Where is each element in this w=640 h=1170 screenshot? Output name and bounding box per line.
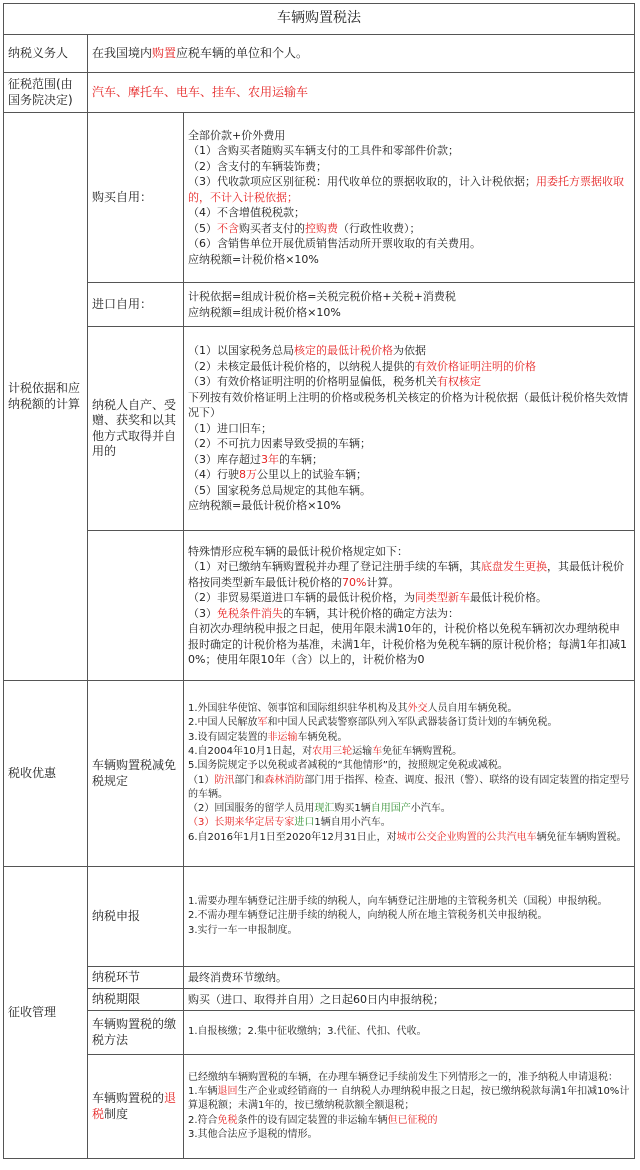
content-line: [188, 343, 630, 359]
collection-row-content: [184, 867, 635, 967]
content-line: [188, 467, 630, 483]
collection-row-content: [184, 967, 635, 989]
content-line: [188, 452, 630, 468]
content-line: [188, 702, 630, 716]
collection-row-content: [184, 989, 635, 1011]
text-segment: 在我国境内: [92, 45, 153, 60]
text-segment: （1）含购买者随购买车辆支付的工具件和零部件价款；: [188, 144, 459, 158]
text-segment: 1.车辆: [188, 1086, 218, 1098]
text-segment: （5）国家税务总局规定的其他车辆。: [188, 483, 371, 497]
highlight-text: 车: [372, 745, 383, 757]
text-segment: 计算。: [366, 575, 400, 589]
text-segment: （2）不可抗力因素导致受损的车辆；: [188, 437, 371, 451]
text-segment: 自初次办理纳税申报之日起，使用年限未满10年的，计税价格以免税车辆初次办理纳税申报时确定的计税价格为基准，未满1年，计税价格为免税车辆的原计税价格；每满1年扣减10%；使用年限10年（含）以上的，计税价格为0: [188, 622, 627, 666]
self-use-label: 纳税人自产、受赠、获奖和以其他方式取得并自用的: [88, 327, 184, 531]
content-line: [188, 909, 630, 923]
content-line: [188, 236, 630, 252]
content-line: [188, 559, 630, 590]
tax-table: [3, 3, 635, 1159]
import-label: 进口自用：: [88, 283, 184, 327]
text-segment: 条件的设有固定装置的非运输车辆: [237, 1114, 388, 1126]
highlight-text: 购置: [152, 45, 177, 60]
highlight-text: 退税: [92, 1091, 177, 1121]
content-line: [188, 252, 630, 268]
text-segment: 特殊情形应税车辆的最低计税价格规定如下：: [188, 544, 408, 558]
content-line: [188, 205, 630, 221]
text-segment: 小汽车。: [410, 803, 451, 815]
collection-row-label: 纳税期限: [88, 989, 184, 1011]
content-line: [188, 621, 630, 668]
text-segment: （4）不含增值税税款；: [188, 206, 305, 220]
content-line: [188, 159, 630, 175]
content-line: [188, 802, 630, 816]
preferential-content: [184, 681, 635, 867]
text-segment: （3）: [188, 606, 217, 620]
text-segment: （2）含支付的车辆装饰费；: [188, 159, 327, 173]
taxpayer-text: [88, 35, 635, 73]
highlight-text: 有效价格证明注明的价格: [415, 359, 536, 373]
text-segment: 5.国务院规定予以免税或者减税的“其他情形”的，按照规定免税或减税。: [188, 760, 508, 772]
highlight-text: 70%: [342, 575, 367, 589]
content-line: [188, 606, 630, 622]
content-line: [188, 544, 630, 560]
content-line: [188, 590, 630, 606]
content-line: [188, 305, 630, 321]
text-segment: 和中国人民武装警察部队列入军队武器装备订货计划的车辆免税。: [267, 717, 558, 729]
text-segment: 公里以上的试验车辆；: [257, 468, 367, 482]
highlight-text: 防汛: [214, 774, 235, 786]
text-segment: 4.自2004年10月1日起，对: [188, 745, 313, 757]
text-segment: （5）: [188, 221, 217, 235]
text-segment: 应纳税额=组成计税价格×10%: [188, 305, 341, 319]
text-segment: 部门和: [234, 774, 265, 786]
refund-content: [184, 1055, 635, 1159]
special-content: [184, 531, 635, 681]
text-segment: 车辆购置税的: [92, 1091, 165, 1105]
content-line: [188, 1128, 630, 1142]
collection-row-label: 纳税申报: [88, 867, 184, 967]
highlight-text: 但已征税的: [387, 1114, 438, 1126]
text-segment: （6）含销售单位开展优质销售活动所开票收取的有关费用。: [188, 237, 481, 251]
highlight-text: 农用三轮: [312, 745, 353, 757]
content-line: [188, 221, 630, 237]
text-segment: 2.中国人民解放: [188, 717, 258, 729]
content-line: [188, 1025, 630, 1039]
text-segment: （1）以国家税务总局: [188, 344, 294, 358]
text-segment: 制度: [104, 1106, 129, 1121]
taxpayer-label: 纳税义务人: [4, 35, 88, 73]
highlight-text: 控购费: [305, 221, 338, 235]
content-line: [188, 421, 630, 437]
content-line: [188, 970, 630, 986]
text-segment: 为依据: [393, 344, 426, 358]
text-segment: 运输: [352, 745, 373, 757]
content-line: [188, 759, 630, 773]
content-line: [188, 745, 630, 759]
text-segment: （1）: [188, 774, 215, 786]
text-segment: （4）行驶: [188, 468, 239, 482]
scope-text: 汽车、摩托车、电车、挂车、农用运输车: [88, 73, 635, 113]
text-segment: （1）对已缴纳车辆购置税并办理了登记注册手续的车辆，其: [188, 560, 481, 573]
text-segment: （2）非贸易渠道进口车辆的最低计税价格，为: [188, 591, 415, 604]
highlight-text: 核定的最低计税价格: [294, 344, 393, 358]
highlight-text: 军: [257, 717, 268, 729]
content-line: [188, 816, 630, 830]
text-segment: 6.自2016年1月1日至2020年12月31日止，对: [188, 831, 397, 843]
text-segment: 应纳税额=计税价格×10%: [188, 252, 319, 266]
text-segment: 辆免征车辆购置税。: [536, 831, 627, 843]
text-segment: 3.实行一车一申报制度。: [188, 924, 298, 936]
preferential-sublabel: 车辆购置税减免税规定: [88, 681, 184, 867]
text-segment: 已经缴纳车辆购置税的车辆，在办理车辆登记手续前发生下列情形之一的，准予纳税人申请退税：: [188, 1071, 618, 1083]
text-segment: 2.不需办理车辆登记注册手续的纳税人，向纳税人所在地主管税务机关申报纳税。: [188, 910, 548, 922]
highlight-text: 退回: [217, 1086, 238, 1098]
text-segment: ，其最低计税价格按同类型新车最低计税价格的: [188, 560, 624, 589]
purchase-label: 购买自用：: [88, 113, 184, 283]
text-segment: 全部价款+价外费用: [188, 128, 286, 142]
highlight-text: 有权核定: [437, 375, 481, 389]
text-segment: （3）库存超过: [188, 452, 261, 466]
text-segment: 1.需要办理车辆登记注册手续的纳税人，向车辆登记注册地的主管税务机关（国税）申报纳税。: [188, 896, 608, 908]
text-segment: 最低计税价格。: [470, 591, 547, 604]
content-line: [188, 1085, 630, 1114]
highlight-text: 进口: [294, 817, 315, 829]
text-segment: 的车辆，其计税价格的确定方法为：: [283, 606, 459, 620]
text-segment: 2.符合: [188, 1114, 218, 1126]
text-segment: 应纳税额=最低计税价格×10%: [188, 499, 341, 513]
content-line: [188, 731, 630, 745]
collection-label: 征收管理: [4, 867, 88, 1159]
basis-label: 计税依据和应纳税额的计算: [4, 113, 88, 681]
highlight-text: 不含: [217, 221, 239, 235]
special-blank: [88, 531, 184, 681]
content-line: [188, 831, 630, 845]
text-segment: （1）进口旧车；: [188, 421, 272, 435]
text-segment: 购买（进口、取得并自用）之日起60日内申报纳税；: [188, 992, 444, 1006]
highlight-text: 8万: [239, 468, 257, 482]
text-segment: 应税车辆的单位和个人。: [176, 45, 309, 60]
text-segment: 1.外国驻华使馆、领事馆和国际组织驻华机构及其: [188, 703, 408, 715]
highlight-text: 底盘发生更换: [481, 560, 547, 573]
purchase-content: [184, 113, 635, 283]
collection-row-label: 车辆购置税的缴税方法: [88, 1011, 184, 1055]
text-segment: 免征车辆购置税。: [382, 745, 463, 757]
collection-row-label: 纳税环节: [88, 967, 184, 989]
content-line: [188, 359, 630, 375]
highlight-text: 非运输: [267, 731, 298, 743]
text-segment: 3.其他合法应予退税的情形。: [188, 1128, 318, 1140]
text-segment: 1.自报核缴；2.集中征收缴纳；3.代征、代扣、代收。: [188, 1026, 427, 1038]
text-segment: 生产企业或经销商的一 自纳税人办理纳税申报之日起，按已缴纳税款每满1年扣减10%计算退税额；未满1年的，按已缴纳税款额全额退税；: [188, 1086, 630, 1112]
highlight-text: 外交: [407, 703, 428, 715]
text-segment: （2）未核定最低计税价格的，以纳税人提供的: [188, 359, 415, 373]
content-line: [188, 436, 630, 452]
highlight-text: （3）长期来华定居专家: [188, 817, 295, 829]
highlight-text: 免税: [217, 1114, 238, 1126]
content-line: [188, 498, 630, 514]
text-segment: 车辆免税。: [297, 731, 348, 743]
highlight-text: 森林消防: [264, 774, 305, 786]
highlight-text: 同类型新车: [415, 591, 470, 604]
highlight-text: 免税条件消失: [217, 606, 283, 620]
content-line: [188, 483, 630, 499]
scope-label: 征税范围(由国务院决定): [4, 73, 88, 113]
content-line: [188, 128, 630, 144]
content-line: [188, 1114, 630, 1128]
preferential-label: 税收优惠: [4, 681, 88, 867]
text-segment: （3）代收款项应区别征税：用代收单位的票据收取的，计入计税依据；: [188, 175, 536, 189]
text-segment: 最终消费环节缴纳。: [188, 970, 287, 984]
highlight-text: 3年: [261, 452, 279, 466]
table-title: 车辆购置税法: [4, 4, 635, 35]
content-line: [188, 174, 630, 205]
self-use-content: [184, 327, 635, 531]
highlight-text: 城市公交企业购置的公共汽电车: [396, 831, 537, 843]
text-segment: 的车辆；: [279, 452, 323, 466]
content-line: [188, 390, 630, 421]
text-segment: 3.设有固定装置的: [188, 731, 268, 743]
text-segment: 部门用于指挥、检查、调度、报汛（警）、联络的设有固定装置的指定型号的车辆。: [188, 774, 630, 800]
content-line: [188, 774, 630, 803]
text-segment: 1辆自用小汽车。: [314, 817, 391, 829]
text-segment: （2）回国服务的留学人员用: [188, 803, 315, 815]
content-line: [188, 716, 630, 730]
highlight-text: 用委托方票据收取的，不计入计税依据；: [188, 175, 624, 204]
text-segment: 人员自用车辆免税。: [427, 703, 518, 715]
content-line: [188, 143, 630, 159]
content-line: [188, 289, 630, 305]
content-line: [188, 1071, 630, 1085]
content-line: [188, 924, 630, 938]
highlight-text: 自用国产: [370, 803, 411, 815]
highlight-text: 现汇: [314, 803, 335, 815]
import-content: [184, 283, 635, 327]
text-segment: （行政性收费）；: [338, 221, 421, 235]
text-segment: 购买者支付的: [239, 221, 305, 235]
content-line: [188, 374, 630, 390]
refund-label: [88, 1055, 184, 1159]
text-segment: 计税依据=组成计税价格=关税完税价格+关税+消费税: [188, 290, 456, 303]
collection-row-content: [184, 1011, 635, 1055]
text-segment: 购买1辆: [334, 803, 371, 815]
text-segment: 下列按有效价格证明上注明的价格或税务机关核定的价格为计税依据（最低计税价格失效情况下）: [188, 390, 628, 420]
content-line: [188, 895, 630, 909]
text-segment: （3）有效价格证明注明的价格明显偏低，税务机关: [188, 375, 437, 389]
content-line: [188, 992, 630, 1008]
